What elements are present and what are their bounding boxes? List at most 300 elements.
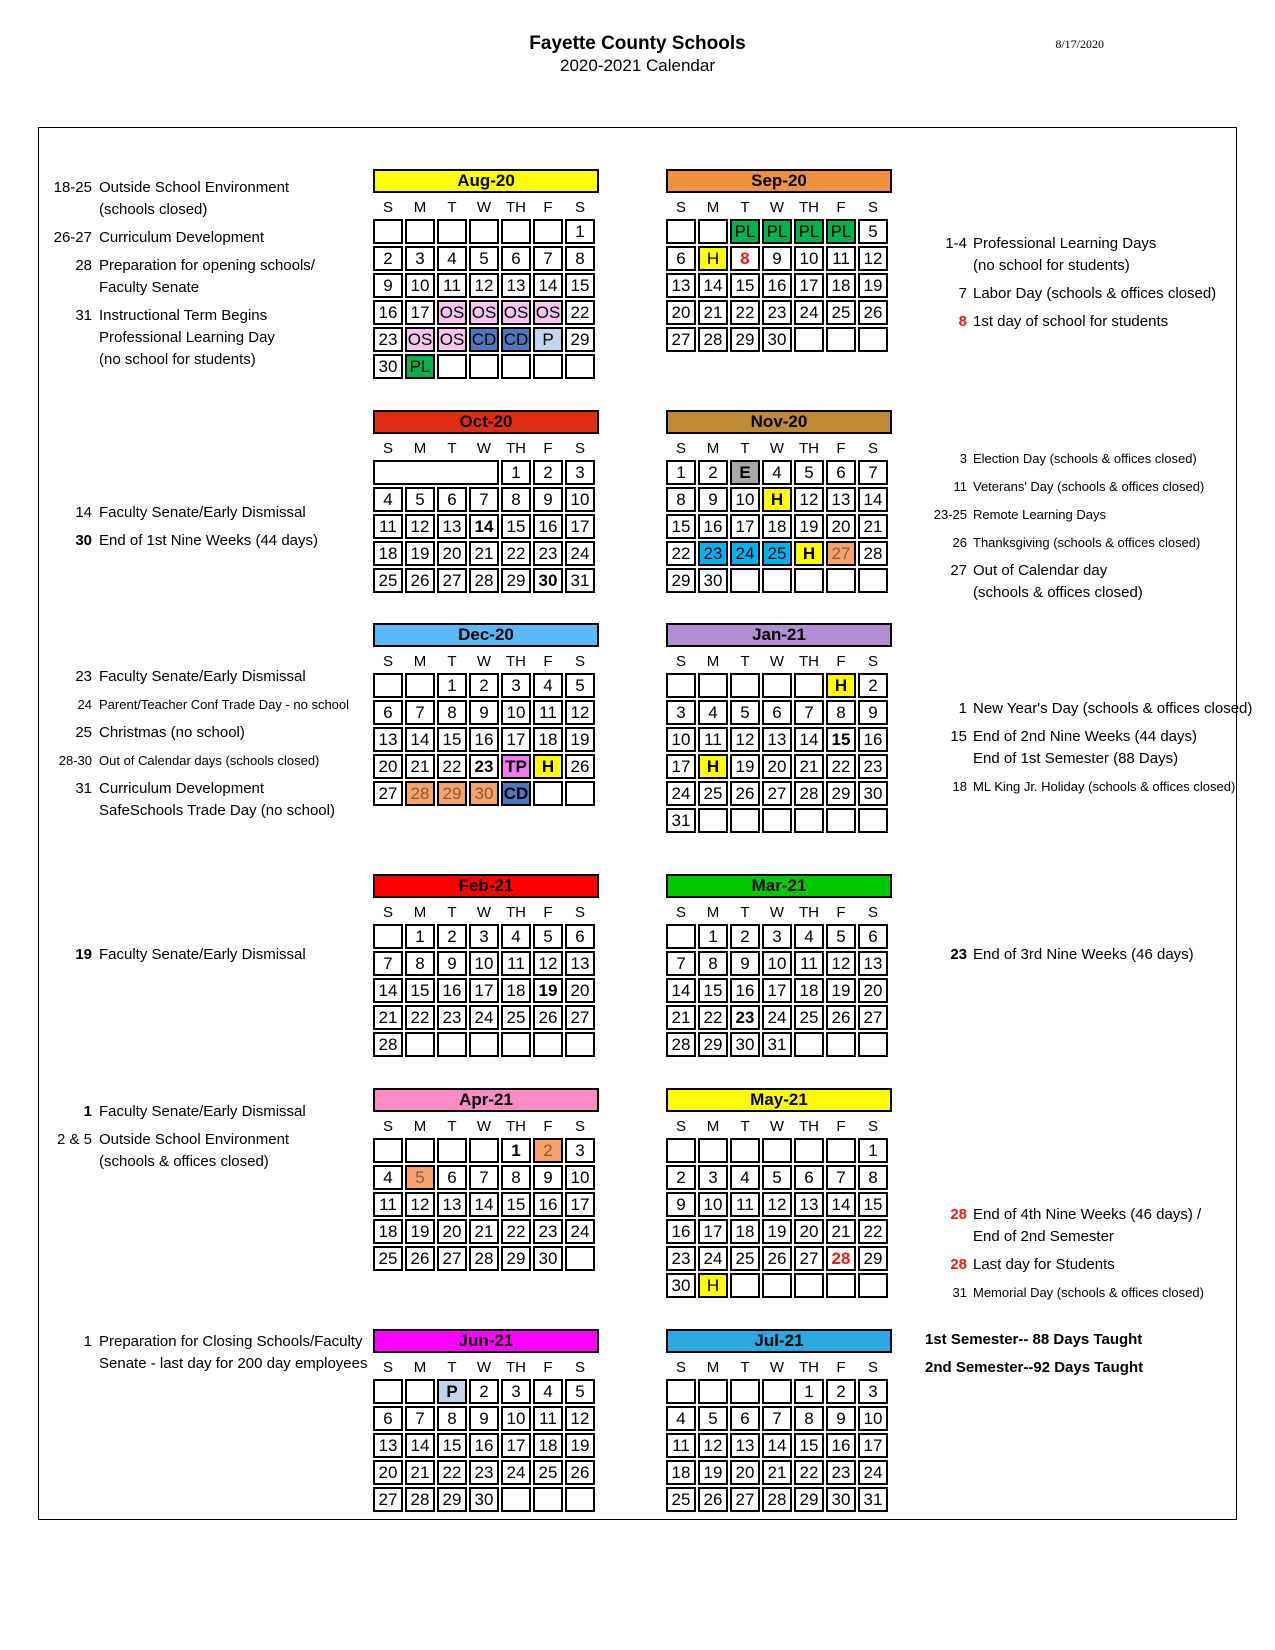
- day-cell: 18: [533, 727, 563, 752]
- day-cell: 7: [762, 1406, 792, 1431]
- day-cell: 19: [858, 273, 888, 298]
- empty-cell: [565, 1487, 595, 1512]
- note-day-number: 1: [83, 1333, 92, 1350]
- day-cell: 14: [762, 1433, 792, 1458]
- weekday-header: T: [740, 198, 750, 216]
- weekday-header: TH: [799, 1358, 819, 1376]
- month-grid: [664, 649, 890, 835]
- day-cell: 23: [533, 1219, 563, 1244]
- weekday-header: W: [476, 198, 492, 216]
- day-cell: 9: [666, 1192, 696, 1217]
- day-cell: 26: [762, 1246, 792, 1271]
- note-text: Memorial Day (schools & offices closed): [973, 1285, 1204, 1300]
- day-cell: 17: [405, 300, 435, 325]
- day-cell: 2: [826, 1379, 856, 1404]
- weekday-header: S: [382, 1358, 393, 1376]
- day-cell: 30: [858, 781, 888, 806]
- day-cell: 11: [533, 1406, 563, 1431]
- day-cell: 28: [405, 1487, 435, 1512]
- month-grid: [371, 436, 597, 595]
- day-cell: 1: [698, 924, 728, 949]
- empty-cell: [373, 460, 499, 485]
- day-cell: 14: [794, 727, 824, 752]
- weekday-header: W: [769, 1117, 785, 1135]
- day-cell: 22: [730, 300, 760, 325]
- day-cell: 6: [826, 460, 856, 485]
- weekday-header: M: [413, 903, 427, 921]
- weekday-header: S: [382, 652, 393, 670]
- day-cell: 17: [469, 978, 499, 1003]
- month-grid: [371, 649, 597, 808]
- day-cell: 25: [762, 541, 792, 566]
- note-item: [877, 776, 1243, 798]
- day-cell: 6: [666, 246, 696, 271]
- day-cell: 4: [698, 700, 728, 725]
- weekday-header: T: [740, 1117, 750, 1135]
- weekday-header: M: [413, 439, 427, 457]
- day-cell: 4: [762, 460, 792, 485]
- week-row: [666, 1406, 888, 1431]
- empty-cell: [762, 1273, 792, 1298]
- week-row: [666, 924, 888, 949]
- note-day-number: 28: [950, 1256, 967, 1273]
- month-jul-21: [666, 1329, 892, 1514]
- week-row: [666, 1138, 888, 1163]
- note-day-number: 3: [959, 451, 967, 466]
- weekday-header-row: [666, 902, 888, 922]
- day-cell: 25: [698, 781, 728, 806]
- note-day-number: 19: [75, 946, 92, 963]
- day-cell: 11: [373, 514, 403, 539]
- day-cell: 3: [501, 673, 531, 698]
- empty-cell: [373, 1138, 403, 1163]
- day-cell: CD: [469, 327, 499, 352]
- day-cell: 23: [469, 754, 499, 779]
- note-text: Faculty Senate: [99, 279, 200, 296]
- day-cell: H: [698, 1273, 728, 1298]
- day-cell: 21: [666, 1005, 696, 1030]
- day-cell: 22: [794, 1460, 824, 1485]
- note-row: [877, 582, 1243, 604]
- day-cell: 17: [858, 1433, 888, 1458]
- weekday-header: F: [836, 903, 846, 921]
- weekday-header: S: [574, 1117, 585, 1135]
- day-cell: 22: [826, 754, 856, 779]
- week-row: [373, 700, 595, 725]
- day-cell: 16: [698, 514, 728, 539]
- week-row: [373, 673, 595, 698]
- month-grid: [371, 1114, 597, 1273]
- note-item: [877, 283, 1243, 305]
- day-cell: 26: [698, 1487, 728, 1512]
- day-cell: 20: [794, 1219, 824, 1244]
- day-cell: H: [698, 246, 728, 271]
- day-cell: 6: [373, 1406, 403, 1431]
- weekday-header: W: [769, 903, 785, 921]
- day-cell: 24: [858, 1460, 888, 1485]
- day-cell: 4: [533, 1379, 563, 1404]
- weekday-header: M: [706, 1358, 720, 1376]
- day-cell: 12: [469, 273, 499, 298]
- note-row: [877, 504, 1243, 526]
- day-cell: 29: [826, 781, 856, 806]
- weekday-header-row: [373, 902, 595, 922]
- note-day-number: 25: [75, 724, 92, 741]
- day-cell: 23: [730, 1005, 760, 1030]
- empty-cell: [666, 219, 696, 244]
- weekday-header: TH: [506, 198, 526, 216]
- empty-cell: [826, 1273, 856, 1298]
- day-cell: 17: [501, 1433, 531, 1458]
- day-cell: 2: [533, 460, 563, 485]
- weekday-header: S: [574, 903, 585, 921]
- day-cell: 7: [666, 951, 696, 976]
- day-cell: 2: [437, 924, 467, 949]
- week-row: [373, 754, 595, 779]
- day-cell: 28: [858, 541, 888, 566]
- week-row: [666, 219, 888, 244]
- weekday-header: S: [574, 198, 585, 216]
- day-cell: 15: [858, 1192, 888, 1217]
- week-row: [373, 1219, 595, 1244]
- day-cell: 21: [469, 1219, 499, 1244]
- day-cell: 22: [565, 300, 595, 325]
- day-cell: 12: [565, 1406, 595, 1431]
- day-cell: 8: [405, 951, 435, 976]
- month-grid: [371, 195, 597, 381]
- day-cell: 19: [405, 1219, 435, 1244]
- day-cell: 18: [730, 1219, 760, 1244]
- month-title: Oct-20: [373, 410, 599, 434]
- note-text: End of 2nd Nine Weeks (44 days): [973, 728, 1198, 745]
- day-cell: 4: [533, 673, 563, 698]
- weekday-header-row: [666, 197, 888, 217]
- week-row: [666, 673, 888, 698]
- weekday-header-row: [373, 197, 595, 217]
- day-cell: 5: [565, 673, 595, 698]
- day-cell: 3: [565, 1138, 595, 1163]
- note-row: [877, 1282, 1243, 1304]
- day-cell: 19: [405, 541, 435, 566]
- day-cell: 13: [826, 487, 856, 512]
- empty-cell: [794, 327, 824, 352]
- week-row: [666, 1165, 888, 1190]
- day-cell: 20: [858, 978, 888, 1003]
- empty-cell: [565, 1246, 595, 1271]
- weekday-header: TH: [506, 1358, 526, 1376]
- day-cell: 29: [698, 1032, 728, 1057]
- empty-cell: [698, 673, 728, 698]
- weekday-header: S: [675, 652, 686, 670]
- day-cell: 23: [533, 541, 563, 566]
- empty-cell: [762, 568, 792, 593]
- note-text: Remote Learning Days: [973, 507, 1106, 522]
- day-cell: 1: [858, 1138, 888, 1163]
- month-mar-21: [666, 874, 892, 1059]
- day-cell: 16: [469, 727, 499, 752]
- empty-cell: [437, 219, 467, 244]
- day-cell: 16: [469, 1433, 499, 1458]
- empty-cell: [437, 1032, 467, 1057]
- day-cell: 20: [437, 1219, 467, 1244]
- weekday-header: S: [382, 439, 393, 457]
- note-row: [877, 448, 1243, 470]
- note-day-number: [877, 255, 973, 277]
- day-cell: 27: [437, 568, 467, 593]
- day-cell: 13: [666, 273, 696, 298]
- day-cell: 23: [666, 1246, 696, 1271]
- day-cell: 11: [730, 1192, 760, 1217]
- note-text: Parent/Teacher Conf Trade Day - no school: [99, 697, 350, 712]
- empty-cell: [826, 808, 856, 833]
- day-cell: 13: [501, 273, 531, 298]
- day-cell: 12: [730, 727, 760, 752]
- note-group: [877, 1204, 1243, 1310]
- empty-cell: [794, 808, 824, 833]
- day-cell: 11: [666, 1433, 696, 1458]
- day-cell: 29: [730, 327, 760, 352]
- day-cell: 24: [469, 1005, 499, 1030]
- week-row: [666, 1379, 888, 1404]
- empty-cell: [826, 327, 856, 352]
- day-cell: 16: [533, 1192, 563, 1217]
- day-cell: 20: [826, 514, 856, 539]
- day-cell: 19: [698, 1460, 728, 1485]
- week-row: [373, 781, 595, 806]
- note-text: Thanksgiving (schools & offices closed): [973, 535, 1201, 550]
- note-row: [877, 1254, 1243, 1276]
- weekday-header: W: [476, 439, 492, 457]
- note-row: [877, 476, 1243, 498]
- empty-cell: [762, 1138, 792, 1163]
- day-cell: 15: [437, 727, 467, 752]
- empty-cell: [730, 1379, 760, 1404]
- week-row: [666, 568, 888, 593]
- day-cell: 11: [794, 951, 824, 976]
- note-day-number: 26-27: [53, 229, 92, 246]
- day-cell: 10: [698, 1192, 728, 1217]
- note-text: 1st day of school for students: [973, 313, 1169, 330]
- day-cell: OS: [469, 300, 499, 325]
- day-cell: 9: [533, 487, 563, 512]
- note-day-number: 28: [75, 257, 92, 274]
- weekday-header: TH: [506, 652, 526, 670]
- day-cell: 17: [730, 514, 760, 539]
- month-title: Aug-20: [373, 169, 599, 193]
- day-cell: 20: [730, 1460, 760, 1485]
- note-text: Christmas (no school): [99, 724, 245, 741]
- day-cell: 19: [565, 1433, 595, 1458]
- week-row: [373, 541, 595, 566]
- day-cell: 27: [666, 327, 696, 352]
- month-sep-20: [666, 169, 892, 354]
- empty-cell: [565, 354, 595, 379]
- weekday-header-row: [666, 438, 888, 458]
- day-cell: 24: [565, 541, 595, 566]
- empty-cell: [730, 1138, 760, 1163]
- weekday-header: TH: [799, 1117, 819, 1135]
- note-row: [877, 748, 1243, 770]
- month-title: Feb-21: [373, 874, 599, 898]
- day-cell: 17: [501, 727, 531, 752]
- day-cell: 16: [826, 1433, 856, 1458]
- day-cell: 14: [666, 978, 696, 1003]
- week-row: [666, 300, 888, 325]
- day-cell: 7: [469, 487, 499, 512]
- day-cell: 21: [826, 1219, 856, 1244]
- weekday-header: M: [413, 1358, 427, 1376]
- weekday-header: F: [543, 1117, 553, 1135]
- empty-cell: [794, 673, 824, 698]
- empty-cell: [730, 808, 760, 833]
- note-text: Curriculum Development: [99, 780, 265, 797]
- day-cell: 3: [501, 1379, 531, 1404]
- day-cell: 22: [437, 1460, 467, 1485]
- day-cell: 7: [858, 460, 888, 485]
- day-cell: 6: [858, 924, 888, 949]
- note-day-number: 18: [952, 779, 967, 794]
- weekday-header: S: [675, 439, 686, 457]
- empty-cell: [373, 673, 403, 698]
- day-cell: 28: [405, 781, 435, 806]
- day-cell: 1: [666, 460, 696, 485]
- weekday-header: TH: [506, 903, 526, 921]
- day-cell: PL: [826, 219, 856, 244]
- day-cell: 16: [762, 273, 792, 298]
- day-cell: 9: [730, 951, 760, 976]
- weekday-header: S: [867, 903, 878, 921]
- note-day-number: 7: [958, 285, 967, 302]
- note-text: Senate - last day for 200 day employees: [99, 1355, 368, 1372]
- day-cell: 16: [437, 978, 467, 1003]
- day-cell: 4: [730, 1165, 760, 1190]
- day-cell: 7: [826, 1165, 856, 1190]
- day-cell: 5: [405, 1165, 435, 1190]
- weekday-header-row: [373, 1357, 595, 1377]
- note-text: Professional Learning Days: [973, 235, 1157, 252]
- empty-cell: [666, 673, 696, 698]
- weekday-header: W: [476, 903, 492, 921]
- day-cell: 10: [762, 951, 792, 976]
- month-title: Sep-20: [666, 169, 892, 193]
- day-cell: 26: [533, 1005, 563, 1030]
- day-cell: OS: [501, 300, 531, 325]
- week-row: [373, 273, 595, 298]
- day-cell: OS: [533, 300, 563, 325]
- day-cell: 6: [565, 924, 595, 949]
- note-item: [877, 233, 1243, 277]
- day-cell: 28: [826, 1246, 856, 1271]
- empty-cell: [469, 354, 499, 379]
- day-cell: 12: [533, 951, 563, 976]
- day-cell: 8: [501, 487, 531, 512]
- empty-cell: [373, 219, 403, 244]
- day-cell: 27: [858, 1005, 888, 1030]
- week-row: [666, 1192, 888, 1217]
- day-cell: 6: [437, 1165, 467, 1190]
- day-cell: 13: [858, 951, 888, 976]
- day-cell: 21: [469, 541, 499, 566]
- note-item: [877, 504, 1243, 526]
- weekday-header: F: [543, 439, 553, 457]
- day-cell: 19: [730, 754, 760, 779]
- day-cell: 4: [501, 924, 531, 949]
- day-cell: 12: [858, 246, 888, 271]
- day-cell: 10: [730, 487, 760, 512]
- day-cell: 24: [501, 1460, 531, 1485]
- note-text: Instructional Term Begins: [99, 307, 268, 324]
- day-cell: 13: [794, 1192, 824, 1217]
- week-row: [666, 1005, 888, 1030]
- day-cell: 10: [565, 1165, 595, 1190]
- day-cell: 15: [565, 273, 595, 298]
- day-cell: 25: [826, 300, 856, 325]
- weekday-header-row: [666, 651, 888, 671]
- day-cell: 14: [698, 273, 728, 298]
- note-row: [877, 944, 1243, 966]
- day-cell: 22: [858, 1219, 888, 1244]
- day-cell: 17: [794, 273, 824, 298]
- weekday-header: S: [867, 198, 878, 216]
- note-row: [877, 255, 1243, 277]
- note-item: [877, 698, 1253, 720]
- note-day-number: 23: [75, 668, 92, 685]
- note-text: End of 2nd Semester: [973, 1228, 1114, 1245]
- day-cell: 20: [666, 300, 696, 325]
- day-cell: 16: [533, 514, 563, 539]
- day-cell: 19: [762, 1219, 792, 1244]
- day-cell: 17: [698, 1219, 728, 1244]
- day-cell: P: [533, 327, 563, 352]
- weekday-header: S: [574, 1358, 585, 1376]
- day-cell: 14: [858, 487, 888, 512]
- day-cell: 27: [762, 781, 792, 806]
- note-group: [877, 698, 1253, 804]
- empty-cell: [666, 924, 696, 949]
- day-cell: 2: [533, 1138, 563, 1163]
- day-cell: 5: [405, 487, 435, 512]
- weekday-header: W: [769, 439, 785, 457]
- day-cell: 14: [405, 727, 435, 752]
- day-cell: 13: [437, 514, 467, 539]
- day-cell: 10: [858, 1406, 888, 1431]
- day-cell: 15: [826, 727, 856, 752]
- day-cell: 27: [730, 1487, 760, 1512]
- weekday-header: S: [675, 198, 686, 216]
- day-cell: 18: [373, 541, 403, 566]
- week-row: [666, 541, 888, 566]
- day-cell: 18: [501, 978, 531, 1003]
- note-text: End of 4th Nine Weeks (46 days) /: [973, 1206, 1202, 1223]
- right-notes-column: [877, 128, 1253, 1519]
- note-text: Faculty Senate/Early Dismissal: [99, 946, 306, 963]
- day-cell: 8: [858, 1165, 888, 1190]
- day-cell: 18: [373, 1219, 403, 1244]
- day-cell: 1: [565, 219, 595, 244]
- day-cell: 11: [437, 273, 467, 298]
- week-row: [373, 924, 595, 949]
- month-aug-20: [373, 169, 599, 381]
- note-row: [877, 283, 1243, 305]
- week-row: [666, 460, 888, 485]
- day-cell: 12: [698, 1433, 728, 1458]
- day-cell: 15: [405, 978, 435, 1003]
- day-cell: 13: [730, 1433, 760, 1458]
- day-cell: 27: [373, 781, 403, 806]
- month-grid: [664, 900, 890, 1059]
- note-row: [877, 233, 1243, 255]
- week-row: [373, 219, 595, 244]
